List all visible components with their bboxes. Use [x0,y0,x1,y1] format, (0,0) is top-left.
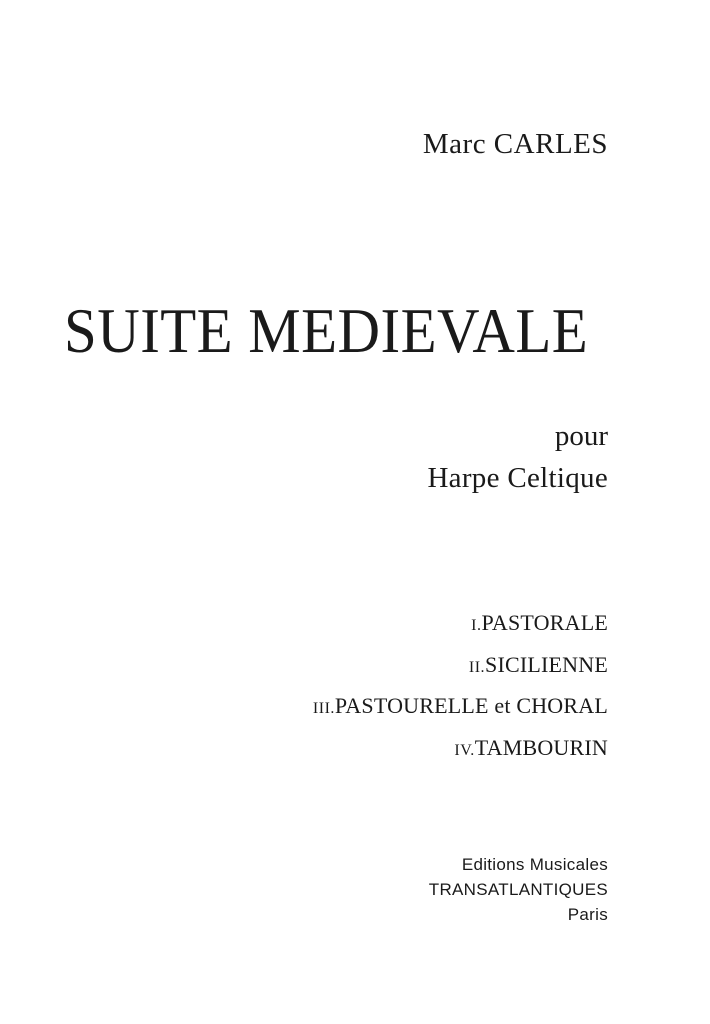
movement-name: SICILIENNE [485,651,608,677]
movement-numeral: II. [468,658,486,676]
subtitle-pour: pour [554,420,608,452]
publisher-line-1: Editions Musicales [461,855,608,874]
composer-name: Marc CARLES [422,128,608,160]
publisher-block [429,852,608,927]
movement-numeral: IV. [454,741,475,759]
movement-name: PASTORALE [481,610,608,635]
movement-name: TAMBOURIN [474,734,608,760]
movement-list [313,604,608,770]
work-title: SUITE MEDIEVALE [64,295,589,366]
movement-numeral: III. [312,700,335,717]
subtitle-instrument: Harpe Celtique [427,462,608,494]
movement-item [313,729,608,771]
publisher-city: Paris [567,905,608,924]
movement-numeral: I. [471,617,482,634]
publisher-line-2: TRANSATLANTIQUES [428,880,608,899]
movement-item [313,687,608,729]
movement-name: PASTOURELLE et CHORAL [334,693,608,718]
movement-item [313,646,608,688]
movement-item [313,604,608,646]
